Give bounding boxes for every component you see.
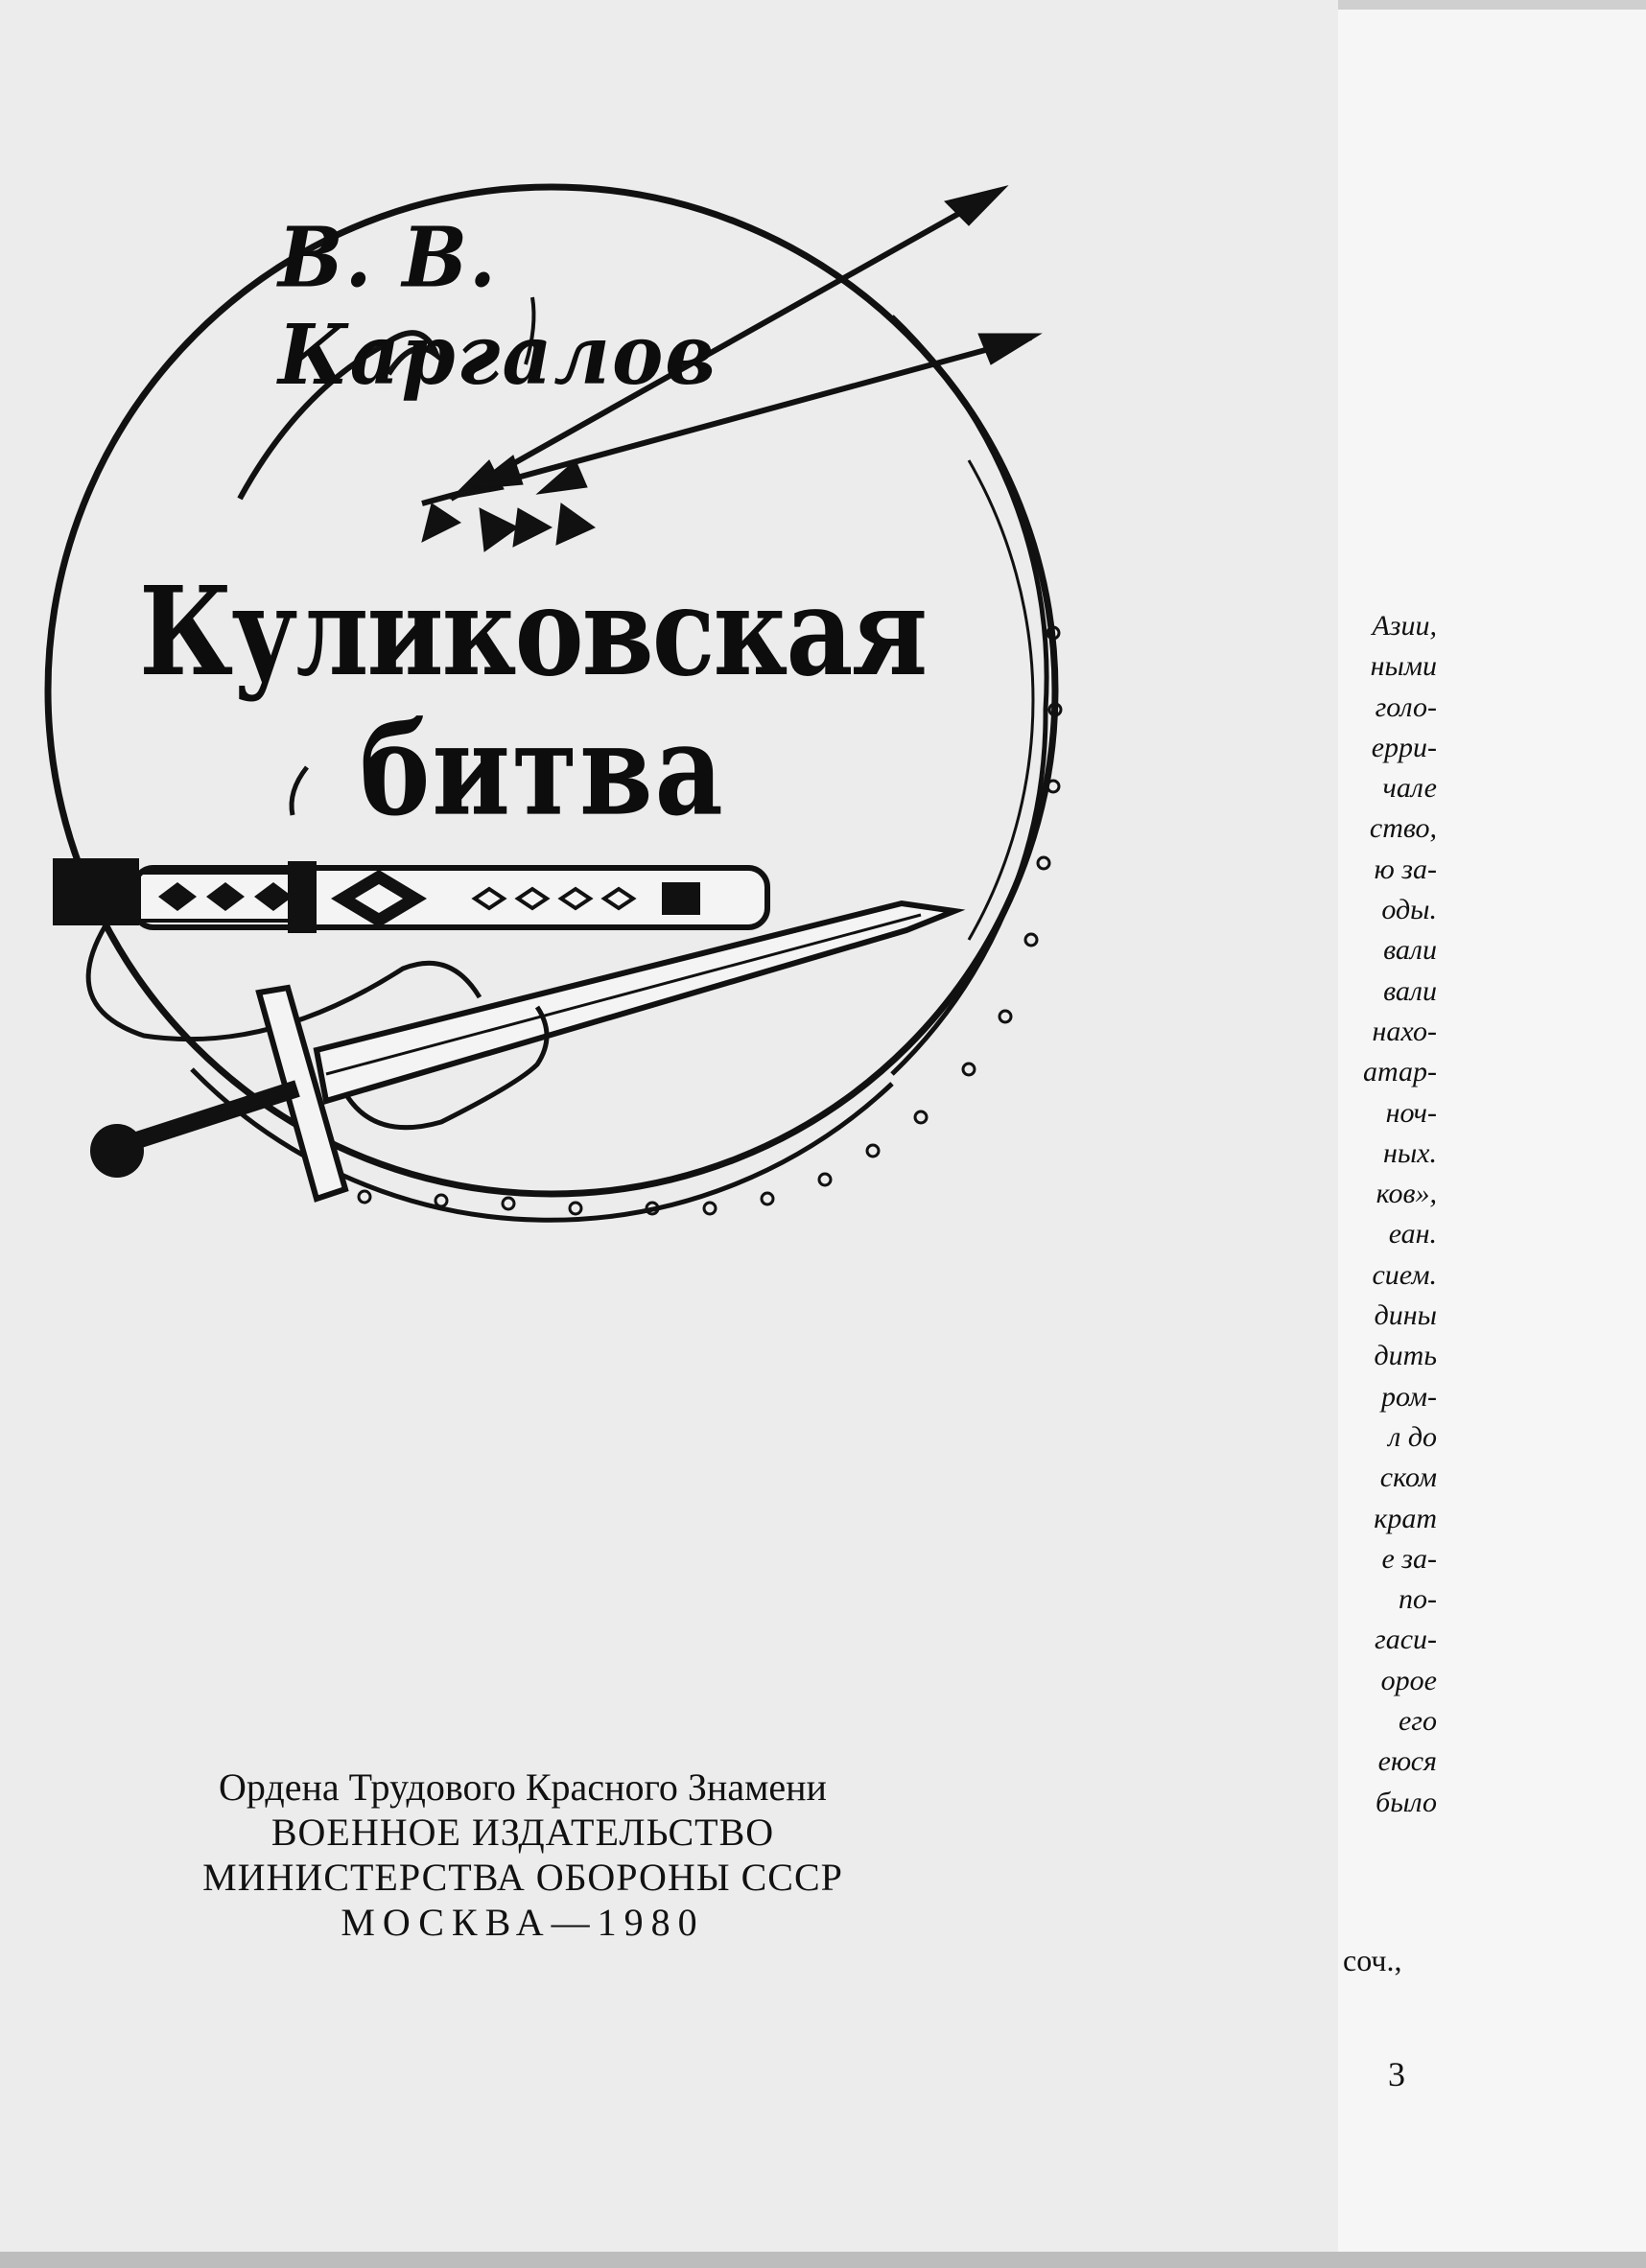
text-line: ство, (1369, 812, 1437, 845)
text-line: ром- (1381, 1380, 1437, 1413)
text-line: вали (1383, 934, 1437, 967)
text-line: нахо- (1372, 1015, 1437, 1047)
text-line: ерри- (1371, 731, 1437, 763)
imprint-line: Ордена Трудового Красного Знамени (219, 1765, 827, 1809)
text-line: атар- (1362, 1056, 1437, 1088)
text-line: ю за- (1374, 853, 1437, 885)
scan-bottom-edge (0, 2252, 1646, 2268)
text-line: его (1398, 1705, 1437, 1738)
text-line: ков», (1376, 1178, 1437, 1210)
text-line: чале (1382, 772, 1437, 805)
text-line: голо- (1375, 690, 1437, 723)
text-line: было (1376, 1786, 1437, 1818)
text-line: еюся (1377, 1745, 1437, 1778)
text-line: л до (1388, 1420, 1437, 1453)
book-title-line-1: Куликовская (139, 561, 927, 704)
text-line: е за- (1381, 1542, 1437, 1575)
text-line: гаси- (1374, 1624, 1437, 1656)
text-line: дить (1374, 1340, 1437, 1372)
next-page-text-fragment (1322, 606, 1437, 1823)
text-line: дины (1374, 1299, 1437, 1332)
text-line: орое (1380, 1664, 1437, 1696)
text-line: ноч- (1385, 1096, 1437, 1129)
author-name: В. В. Каргалов (278, 208, 717, 404)
book-title-line-2: битва (360, 695, 725, 844)
text-line: ными (1370, 650, 1437, 683)
imprint-line: ВОЕННОЕ ИЗДАТЕЛЬСТВО (270, 1811, 775, 1854)
text-line: Азии, (1372, 610, 1437, 642)
text-line: вали (1383, 974, 1437, 1007)
page-edge (1338, 0, 1646, 10)
imprint-line: МИНИСТЕРСТВА ОБОРОНЫ СССР (202, 1856, 843, 1899)
imprint-line: МОСКВА—1980 (341, 1901, 705, 1944)
text-line: оды. (1381, 894, 1437, 926)
sword-icon (90, 903, 954, 1199)
text-line: ных. (1382, 1136, 1437, 1169)
publisher-imprint (115, 1765, 930, 1945)
footnote-fragment: соч., (1343, 1943, 1402, 1977)
page-number: 3 (1388, 2055, 1405, 2093)
text-line: по- (1399, 1583, 1437, 1616)
text-line: сием. (1372, 1258, 1437, 1291)
text-line: крат (1374, 1502, 1437, 1534)
text-line: ском (1379, 1461, 1437, 1494)
text-line: еан. (1388, 1218, 1437, 1251)
